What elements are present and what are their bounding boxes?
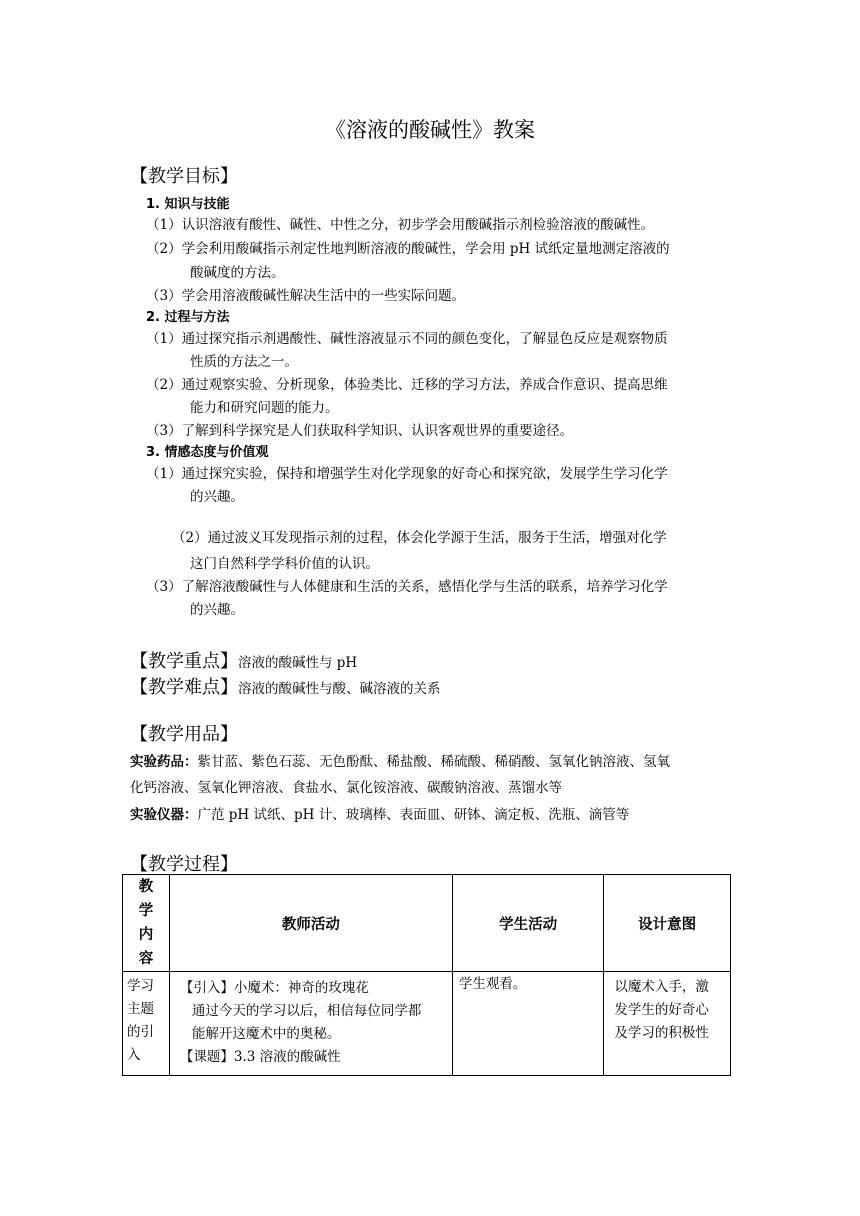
drugs-line-2: 化钙溶液、氢氧化钾溶液、食盐水、氯化铵溶液、碳酸钠溶液、蒸馏水等 <box>130 780 562 796</box>
content-line: 入 <box>127 1047 141 1063</box>
header-content-char: 内 <box>138 927 154 943</box>
page-title: 《溶液的酸碱性》教案 <box>325 118 535 142</box>
emotion-item-2: （2）通过波义耳发现指示剂的过程，体会化学源于生活，服务于生活，增强对化学 <box>172 530 667 546</box>
knowledge-item-2-cont: 酸碱度的方法。 <box>190 265 285 281</box>
row-content <box>123 972 170 1076</box>
emotion-item-3: （3）了解溶液酸碱性与人体健康和生活的关系，感悟化学与生活的联系，培养学习化学 <box>146 579 668 595</box>
content-line: 学习 <box>127 978 154 994</box>
content-line: 主题 <box>127 1001 154 1017</box>
intent-line: 及学习的积极性 <box>614 1025 709 1041</box>
content-line: 的引 <box>127 1024 154 1040</box>
process-section-heading: 【教学过程】 <box>130 854 238 875</box>
process-table <box>122 874 731 1076</box>
process-item-2: （2）通过观察实验、分析现象，体验类比、迁移的学习方法，养成合作意识、提高思维 <box>146 377 668 393</box>
header-content-char: 教 <box>138 879 154 895</box>
instruments-text: 广范 pH 试纸、pH 计、玻璃棒、表面皿、研钵、滴定板、洗瓶、滴管等 <box>197 807 630 823</box>
knowledge-heading: 1. 知识与技能 <box>146 197 230 212</box>
table-row <box>123 972 731 1076</box>
difficulty-label: 【教学难点】 <box>130 677 238 698</box>
teacher-line: 【引入】小魔术：神奇的玫瑰花 <box>179 980 369 996</box>
header-content <box>123 875 170 972</box>
process-item-1-cont: 性质的方法之一。 <box>190 354 298 370</box>
emotion-heading: 3. 情感态度与价值观 <box>146 445 269 460</box>
header-intent: 设计意图 <box>604 875 731 972</box>
header-student: 学生活动 <box>452 875 603 972</box>
row-student <box>452 972 603 1076</box>
teacher-line: 【课题】3.3 溶液的酸碱性 <box>179 1049 341 1065</box>
process-item-3: （3）了解到科学探究是人们获取科学知识、认识客观世界的重要途径。 <box>146 423 574 439</box>
teacher-line: 通过今天的学习以后，相信每位同学都 <box>191 1003 422 1019</box>
emotion-item-3-cont: 的兴趣。 <box>190 602 244 618</box>
knowledge-item-3: （3）学会用溶液酸碱性解决生活中的一些实际问题。 <box>146 288 466 304</box>
materials-heading: 【教学用品】 <box>130 724 238 745</box>
drugs-line-1 <box>130 750 670 770</box>
objectives-heading: 【教学目标】 <box>130 166 238 187</box>
process-item-1: （1）通过探究指示剂遇酸性、碱性溶液显示不同的颜色变化，了解显色反应是观察物质 <box>146 331 668 347</box>
key-point-text: 溶液的酸碱性与 pH <box>238 655 358 671</box>
intent-line: 以魔术入手，激 <box>614 979 709 995</box>
emotion-item-2-cont: 这门自然科学学科价值的认识。 <box>190 556 379 572</box>
instruments-line <box>130 803 629 823</box>
difficulty-text: 溶液的酸碱性与酸、碱溶液的关系 <box>238 681 441 697</box>
key-point-label: 【教学重点】 <box>130 651 238 672</box>
table-header-row <box>123 875 731 972</box>
emotion-item-1: （1）通过探究实验，保持和增强学生对化学现象的好奇心和探究欲，发展学生学习化学 <box>146 466 668 482</box>
header-content-char: 学 <box>138 903 154 919</box>
instruments-label: 实验仪器： <box>130 807 198 823</box>
process-item-2-cont: 能力和研究问题的能力。 <box>190 400 339 416</box>
row-teacher <box>169 972 452 1076</box>
teacher-line: 能解开这魔术中的奥秘。 <box>191 1026 341 1042</box>
header-content-char: 容 <box>138 951 154 967</box>
difficulty <box>130 673 441 699</box>
emotion-item-1-cont: 的兴趣。 <box>190 489 244 505</box>
intent-line: 发学生的好奇心 <box>614 1002 709 1018</box>
knowledge-item-2: （2）学会利用酸碱指示剂定性地判断溶液的酸碱性，学会用 pH 试纸定量地测定溶液的 <box>146 241 670 257</box>
student-line: 学生观看。 <box>458 976 527 992</box>
header-teacher: 教师活动 <box>169 875 452 972</box>
drugs-text-1: 紫甘蓝、紫色石蕊、无色酚酞、稀盐酸、稀硫酸、稀硝酸、氢氧化钠溶液、氢氧 <box>197 754 670 770</box>
knowledge-item-1: （1）认识溶液有酸性、碱性、中性之分，初步学会用酸碱指示剂检验溶液的酸碱性。 <box>146 217 655 233</box>
key-point <box>130 647 357 673</box>
row-intent <box>604 972 731 1076</box>
process-heading: 2. 过程与方法 <box>146 310 230 325</box>
drugs-label: 实验药品： <box>130 754 198 770</box>
